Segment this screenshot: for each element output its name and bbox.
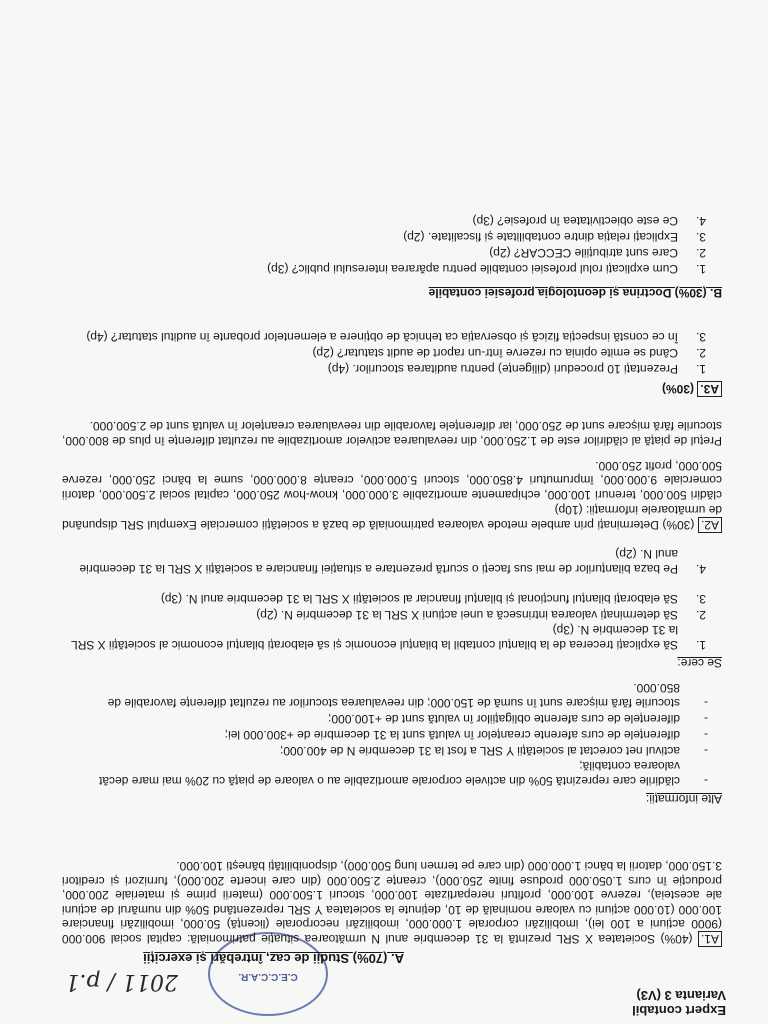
a2-label: A2. [698,517,722,533]
b-q4-number: 4. [695,214,706,228]
stamp-text: C.E.C.C.A.R. [238,971,298,982]
exam-header [632,988,726,1018]
b-q2-number: 2. [695,246,706,260]
b-q1-text: Cum explicați rolul profesiei contabile pentru apărarea interesului public? (3p) [267,262,678,276]
b-q1-number: 1. [695,262,706,276]
a3-q1-number: 1. [695,362,706,376]
a1-intro-text: (40%) Societatea X SRL prezintă la 31 decembrie anul N următoarea situație patrimonială: capital social 900.000 (9000 acțiuni a 100 lei), imobilizări corporale 1.000.000, imobilizări necorporale (licență) 50.000, imobilizări financiare 100.000 (10.000 acțiuni cu valoare nominală de 10, deținute la societatea Y SRL reprezentând 50% din numărul de acțiuni ale acesteia), rezerve 100.000, profituri nerepartizate 100.000, stocuri 1.500.000 (materii prime și materiale 200.000, producție în curs 1.050.000 produse finite 250.000), creanțe 2.500.000 (din care incerte 200.000), furnizori și creditori 3.150.000, datorii la bănci 1.000.000 (din care pe termen lung 500.000), disponibilități bănești 100.000. [62,859,722,946]
handwritten-note: 2011 / p.1 [65,969,178,994]
a2-paragraph-1: clădiri 500.000, terenuri 100.000, echipamente amortizabile 3.000.000, know-how 250.000, capital social 2.500.000, datorii comerciale 9.000.000, împrumuturi 4.850.000, stocuri 5.000.000, creanțe 8.000.000, sume la bănci 250.000, rezerve 500.000, profit 250.000. [62,459,722,502]
a1-q2-text: Să determinați valoarea intrinsecă a unei acțiuni X SRL la 31 decembrie N. (2p) [256,608,678,622]
bullet-dash: - [704,728,708,742]
a3-percent: (30%) [661,382,698,396]
a1-label: A1. [698,931,722,947]
a1-bullet-2: activul net corectat al societății Y SRL a fost la 31 decembrie N de 400.000; [279,744,680,758]
bullet-dash: - [704,696,708,710]
header-line-1: Expert contabil [632,1003,726,1018]
a1-q1-number: 1. [695,638,706,652]
section-b-title: B. (30%) Doctrina și deontologia profesiei contabile [428,286,722,300]
a2-paragraph-2: Prețul de piață al clădirilor este de 1.250.000, din reevaluarea activelor amortizabile au rezultat diferențe în plus de 800.000, stocurile fără mișcare sunt de 250.000, iar diferențele favorabile din reevaluarea creanțelor în valută sunt de 2.500.000. [62,419,722,448]
a2-intro-text: (30%) Determinați prin ambele metode valoarea patrimonială de bază a societății comerciale Exemplul SRL dispunând de următoarele informații: (10p) [62,503,722,532]
b-q3-text: Explicați relația dintre contabilitate și fiscalitate. (2p) [403,230,678,244]
a1-intro [62,859,722,946]
a1-q1-text: Să explicați trecerea de la bilanțul contabil la bilanțul economic și să elaborați bilanțul economic al societății X SRL la 31 decembrie N. (3p) [71,623,678,652]
bullet-dash: - [704,744,708,758]
a3-q2-text: Când se emite opinia cu rezerve într-un raport de audit statutar? (2p) [312,346,678,360]
a1-q3-text: Să elaborați bilanțul funcțional și bilanțul financiar al societății X SRL la 31 decembrie anul N. (3p) [160,592,678,606]
a3-q1-text: Prezentați 10 proceduri (diligențe) pentru auditarea stocurilor. (4p) [327,362,678,376]
b-q2-text: Care sunt atribuțiile CECCAR? (2p) [489,246,678,260]
a2-intro [62,503,722,532]
se-cere-label: Se cere: [677,656,722,670]
a1-q4-text: Pe baza bilanțurilor de mai sus faceți o scurtă prezentare a situației financiare a societății X SRL la 31 decembrie anul N. (2p) [79,547,678,576]
bullet-dash: - [704,712,708,726]
alte-informatii-label: Alte informații: [645,792,722,806]
a3-q3-text: În ce constă inspecția fizică și observația ca tehnică de obținere a elementelor probante în auditul statutar? (4p) [86,330,678,344]
section-a-title: A. (70%) Studii de caz, întrebări și exerciții [143,951,404,966]
a1-bullet-3: diferențele de curs aferente creanțelor în valută sunt la 31 decembrie de +300.000 lei; [224,728,680,742]
a3-heading [662,382,722,396]
a3-q2-number: 2. [695,346,706,360]
header-line-2: Varianta 3 (V3) [636,988,726,1003]
a1-q4-number: 4. [695,562,706,576]
a1-bullet-4: diferențele de curs aferente obligațiilor în valută sunt de +100.000; [328,712,680,726]
a1-q3-number: 3. [695,592,706,606]
b-q4-text: Ce este obiectivitatea în profesie? (3p) [472,214,678,228]
a1-bullet-5: stocurile fără mișcare sunt în sumă de 150.000; din reevaluarea stocurilor au rezultat diferențe favorabile de 850.000. [107,681,680,710]
bullet-dash: - [704,774,708,788]
a1-bullet-1: clădirile care reprezintă 50% din activele corporale amortizabile au o valoare de piață cu 20% mai mare decât valoarea contabilă; [99,759,680,788]
b-q3-number: 3. [695,230,706,244]
a3-q3-number: 3. [695,330,706,344]
a3-label: A3. [697,381,722,397]
a1-q2-number: 2. [695,608,706,622]
